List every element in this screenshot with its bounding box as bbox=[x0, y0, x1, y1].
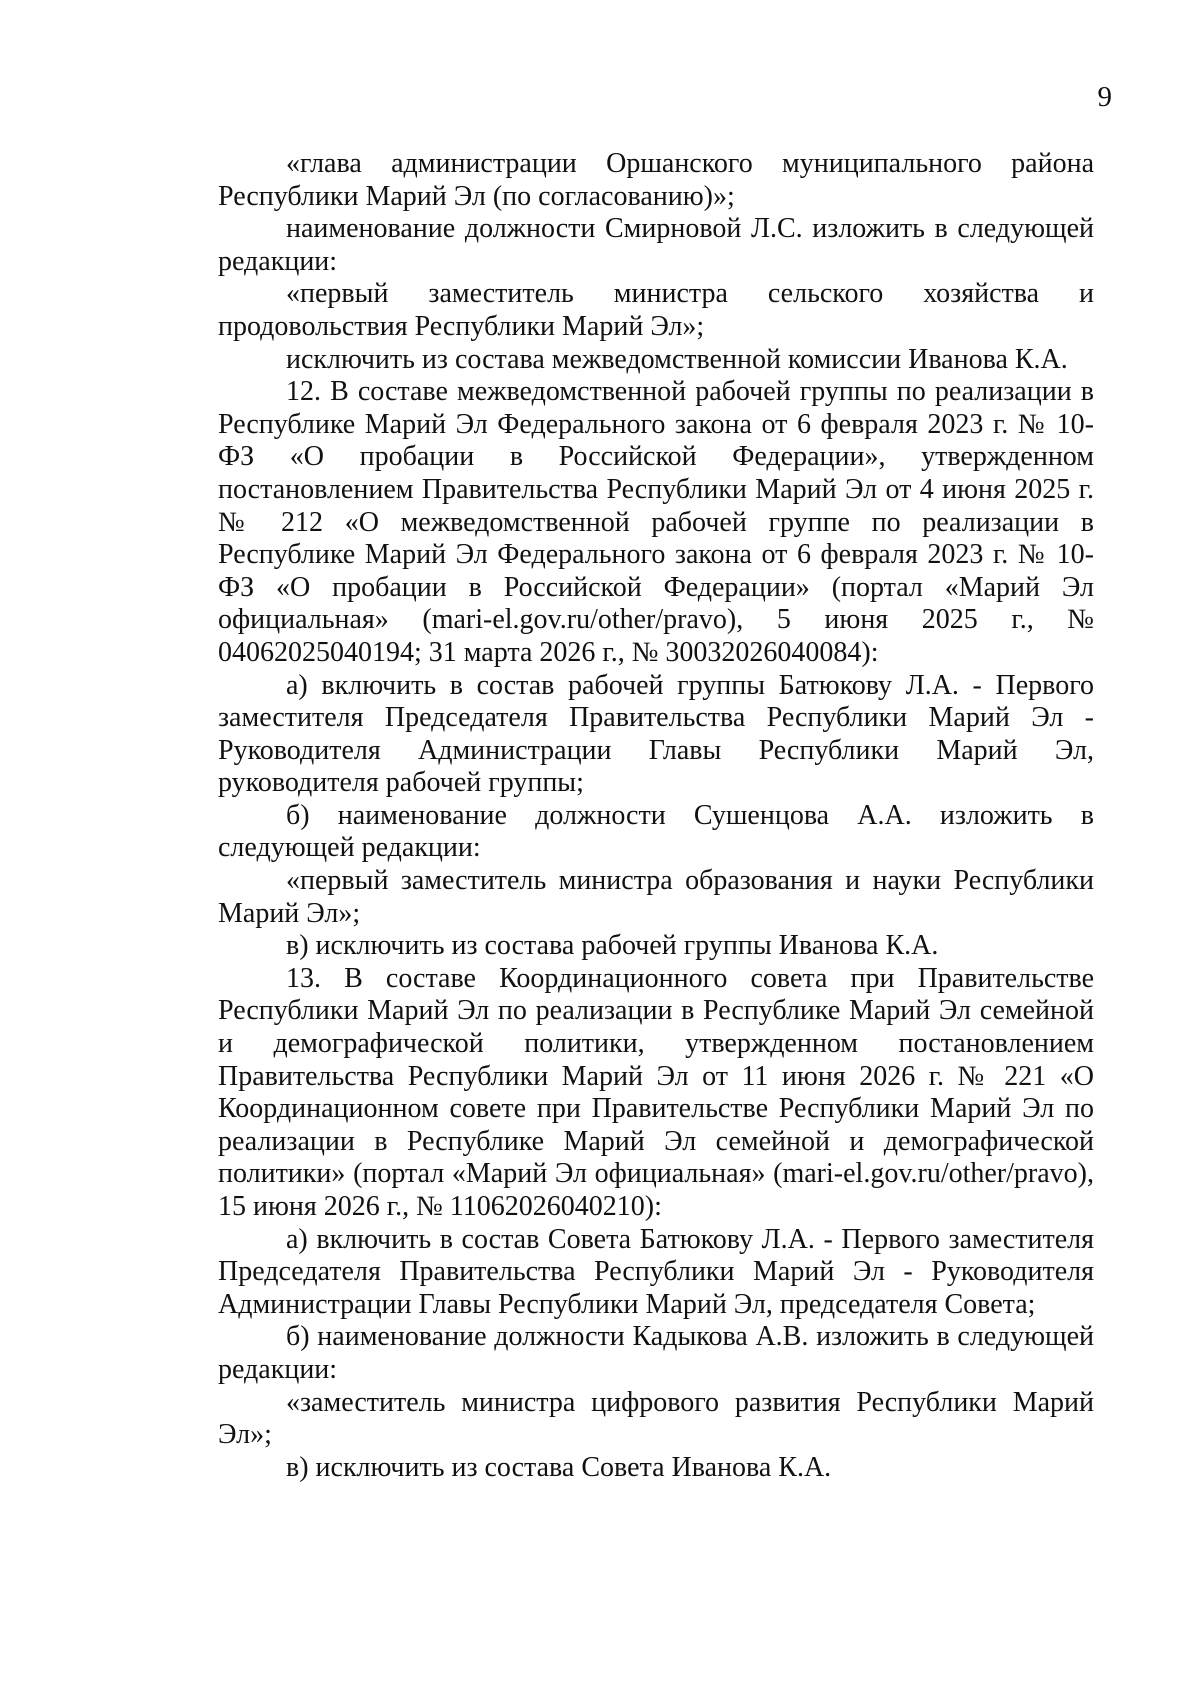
page-number: 9 bbox=[1097, 81, 1112, 113]
document-body bbox=[218, 148, 1094, 1484]
paragraph-item-12-b: б) наименование должности Сушенцова А.А. изложить в следующей редакции: bbox=[218, 799, 1094, 864]
paragraph-item-13-b: б) наименование должности Кадыкова А.В. изложить в следующей редакции: bbox=[218, 1321, 1094, 1385]
paragraph-item-12-a: а) включить в состав рабочей группы Батюкову Л.А. - Первого заместителя Председателя Правительства Республики Марий Эл - Руководителя Администрации Главы Республики Марий Эл, руководителя рабочей группы; bbox=[218, 669, 1094, 799]
paragraph-quote-first-deputy-education: «первый заместитель министра образования и науки Республики Марий Эл»; bbox=[218, 865, 1094, 929]
paragraph-item-12: 12. В составе межведомственной рабочей группы по реализации в Республике Марий Эл Федерального закона от 6 февраля 2023 г. № 10-ФЗ «О пробации в Российской Федерации», утвержденном постановлением Правительства Республики Марий Эл от 4 июня 2025 г. № 212 «О межведомственной рабочей группе по реализации в Республике Марий Эл Федерального закона от 6 февраля 2023 г. № 10-ФЗ «О пробации в Российской Федерации» (портал «Марий Эл официальная» (mari-el.gov.ru/other/pravo), 5 июня 2025 г., № 04062025040194; 31 марта 2026 г., № 30032026040084): bbox=[218, 376, 1094, 668]
paragraph-item-13: 13. В составе Координационного совета при Правительстве Республики Марий Эл по реализации в Республике Марий Эл семейной и демографической политики, утвержденном постановлением Правительства Республики Марий Эл от 11 июня 2026 г. № 221 «О Координационном совете при Правительстве Республики Марий Эл по реализации в Республике Марий Эл семейной и демографической политики» (портал «Марий Эл официальная» (mari-el.gov.ru/other/pravo), 15 июня 2026 г., № 11062026040210): bbox=[218, 962, 1094, 1222]
paragraph-quote-first-deputy-agriculture: «первый заместитель министра сельского хозяйства и продовольствия Республики Марий Эл»; bbox=[218, 278, 1094, 342]
paragraph-item-13-a: а) включить в состав Совета Батюкову Л.А. - Первого заместителя Председателя Правительства Республики Марий Эл - Руководителя Администрации Главы Республики Марий Эл, председателя Совета; bbox=[218, 1223, 1094, 1320]
paragraph-smirnova-position-change: наименование должности Смирновой Л.С. изложить в следующей редакции: bbox=[218, 213, 1094, 277]
paragraph-exclude-ivanov-commission: исключить из состава межведомственной комиссии Иванова К.А. bbox=[286, 343, 1068, 375]
paragraph-quote-head-of-administration: «глава администрации Оршанского муниципального района Республики Марий Эл (по согласованию)»; bbox=[218, 148, 1094, 212]
paragraph-quote-deputy-digital: «заместитель министра цифрового развития Республики Марий Эл»; bbox=[218, 1386, 1094, 1451]
paragraph-item-12-c: в) исключить из состава рабочей группы Иванова К.А. bbox=[286, 930, 939, 962]
paragraph-item-13-c: в) исключить из состава Совета Иванова К.А. bbox=[286, 1451, 832, 1483]
